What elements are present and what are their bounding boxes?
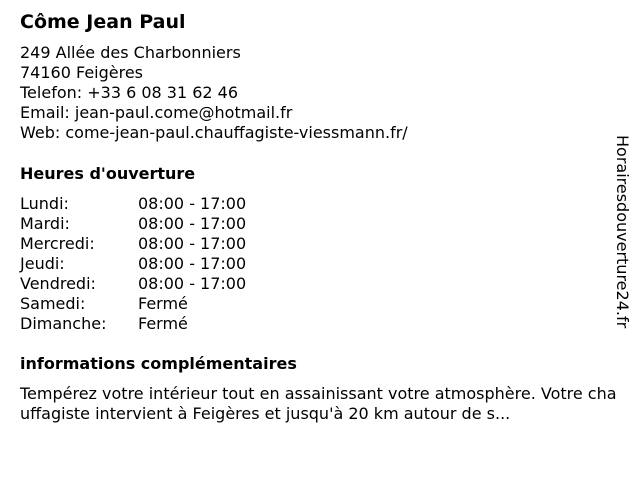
day-label: Samedi: xyxy=(20,294,86,313)
additional-info-heading: informations complémentaires xyxy=(20,354,297,373)
day-label: Dimanche: xyxy=(20,314,107,333)
street-address: 249 Allée des Charbonniers xyxy=(20,43,241,62)
phone-number: Telefon: +33 6 08 31 62 46 xyxy=(20,83,239,102)
business-name: Côme Jean Paul xyxy=(20,11,186,33)
day-label: Mardi: xyxy=(20,214,70,233)
hours-row-wednesday xyxy=(20,234,246,254)
site-watermark: Horairesdouverture24.fr xyxy=(613,135,632,329)
hours-row-tuesday xyxy=(20,214,246,234)
day-hours: Fermé xyxy=(138,294,188,313)
hours-row-sunday xyxy=(20,314,246,334)
day-label: Jeudi: xyxy=(20,254,65,273)
opening-hours-heading: Heures d'ouverture xyxy=(20,164,196,183)
additional-info-text: Tempérez votre intérieur tout en assainissant votre atmosphère. Votre chauffagiste intervient à Feigères et jusqu'à 20 km autour de s... xyxy=(20,384,617,423)
hours-row-saturday xyxy=(20,294,246,314)
day-hours: 08:00 - 17:00 xyxy=(138,214,247,233)
day-hours: Fermé xyxy=(138,314,188,333)
website-url: Web: come-jean-paul.chauffagiste-viessmann.fr/ xyxy=(20,123,408,142)
email-address: Email: jean-paul.come@hotmail.fr xyxy=(20,103,293,122)
contact-block xyxy=(20,43,408,143)
day-hours: 08:00 - 17:00 xyxy=(138,254,247,273)
day-label: Mercredi: xyxy=(20,234,95,253)
hours-row-friday xyxy=(20,274,246,294)
day-hours: 08:00 - 17:00 xyxy=(138,194,247,213)
hours-row-monday xyxy=(20,194,246,214)
day-label: Lundi: xyxy=(20,194,69,213)
day-hours: 08:00 - 17:00 xyxy=(138,234,247,253)
day-hours: 08:00 - 17:00 xyxy=(138,274,247,293)
day-label: Vendredi: xyxy=(20,274,96,293)
city-postcode: 74160 Feigères xyxy=(20,63,144,82)
opening-hours-table xyxy=(20,194,246,334)
hours-row-thursday xyxy=(20,254,246,274)
